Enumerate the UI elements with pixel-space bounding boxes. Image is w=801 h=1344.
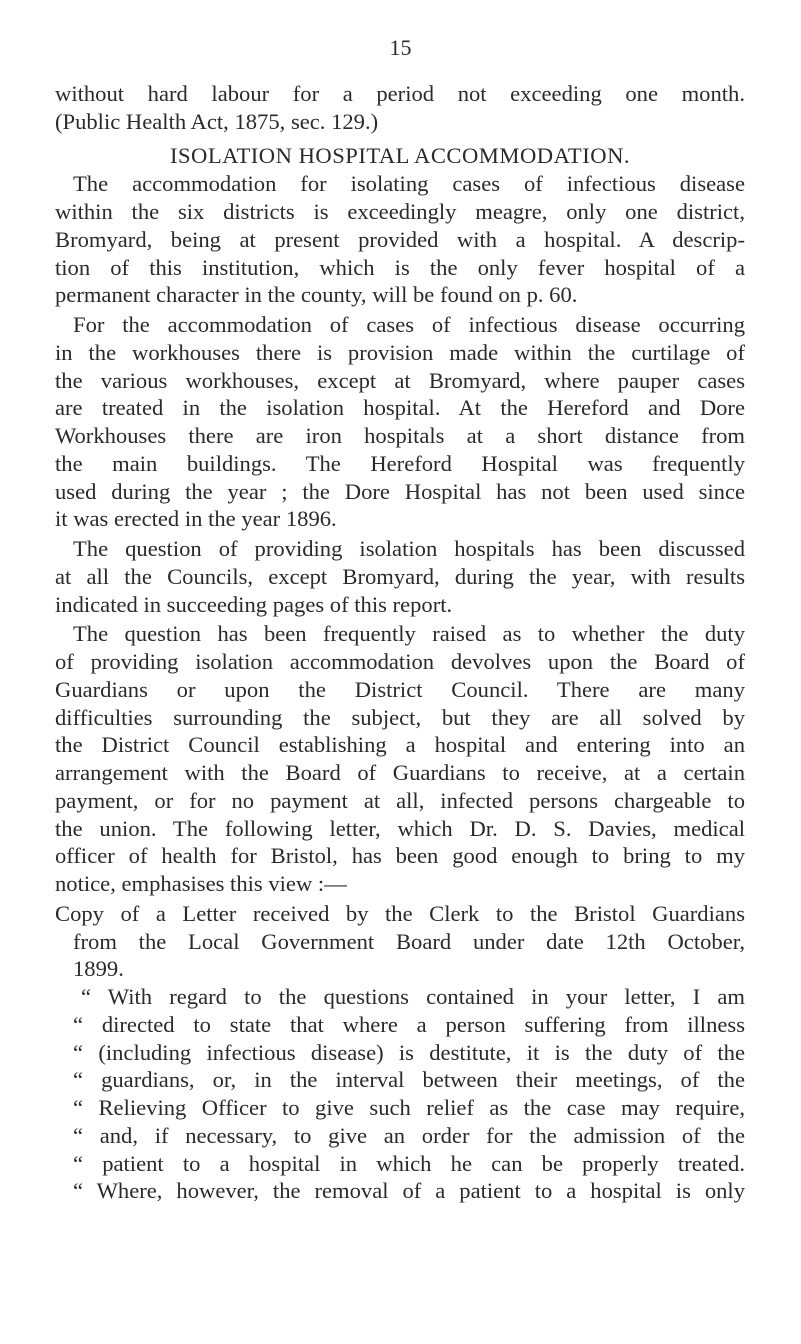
text-line: tion of this institution, which is the only fever hospital of a <box>55 254 745 280</box>
text-line: (Public Health Act, 1875, sec. 129.) <box>55 108 379 134</box>
text-line: of providing isolation accommodation devolves upon the Board of <box>55 649 745 674</box>
text-line: Bromyard, being at present provided with a hospital. A descrip- <box>55 226 745 252</box>
text-line: “ guardians, or, in the interval between their meetings, of the <box>73 1067 745 1093</box>
text-line: “ directed to state that where a person suffering from illness <box>73 1011 745 1037</box>
text-line: notice, emphasises this view :— <box>55 871 347 896</box>
text-line: difficulties surrounding the subject, but they are all solved by <box>55 704 745 730</box>
section-heading: ISOLATION HOSPITAL ACCOMMODATION. <box>169 142 631 168</box>
text-line: “ Relieving Officer to give such relief as the case may require, <box>73 1095 745 1120</box>
text-line: Workhouses there are iron hospitals at a short distance from <box>55 423 745 448</box>
text-line: For the accommodation of cases of infectious disease occurring <box>73 312 745 337</box>
text-line: within the six districts is exceedingly meagre, only one district, <box>55 199 745 224</box>
text-line: the union. The following letter, which Dr. D. S. Davies, medical <box>55 815 745 841</box>
text-line: 1899. <box>73 956 124 982</box>
text-line: permanent character in the county, will be found on p. 60. <box>55 282 578 308</box>
text-line: arrangement with the Board of Guardians to receive, at a certain <box>55 760 745 785</box>
text-line: “ patient to a hospital in which he can be properly treated. <box>73 1150 745 1176</box>
text-line: in the workhouses there is provision made within the curtilage of <box>55 339 745 365</box>
text-line: the main buildings. The Hereford Hospital was frequently <box>55 450 745 476</box>
page-number: 15 <box>389 35 412 60</box>
text-line: The question of providing isolation hospitals has been discussed <box>73 536 745 561</box>
text-line: indicated in succeeding pages of this report. <box>55 591 453 617</box>
text-line: payment, or for no payment at all, infected persons chargeable to <box>55 787 745 813</box>
text-line: “ and, if necessary, to give an order for the admission of the <box>73 1122 745 1148</box>
text-line: “ With regard to the questions contained in your letter, I am <box>81 984 745 1009</box>
text-line: officer of health for Bristol, has been good enough to bring to my <box>55 843 745 869</box>
text-line: it was erected in the year 1896. <box>55 506 337 532</box>
text-line: Copy of a Letter received by the Clerk to the Bristol Guardians <box>55 900 745 926</box>
text-line: are treated in the isolation hospital. At the Hereford and Dore <box>55 395 745 421</box>
text-line: used during the year ; the Dore Hospital has not been used since <box>55 478 745 504</box>
text-line: The accommodation for isolating cases of infectious disease <box>73 171 745 197</box>
text-line: without hard labour for a period not exceeding one month. <box>55 81 745 106</box>
text-line: The question has been frequently raised as to whether the duty <box>73 621 745 647</box>
text-line: at all the Councils, except Bromyard, during the year, with results <box>55 563 745 589</box>
text-line: “ Where, however, the removal of a patient to a hospital is only <box>73 1178 745 1204</box>
text-line: the various workhouses, except at Bromyard, where pauper cases <box>55 367 745 393</box>
body-text <box>55 80 745 1205</box>
text-line: the District Council establishing a hospital and entering into an <box>55 732 745 758</box>
text-line: “ (including infectious disease) is destitute, it is the duty of the <box>73 1039 745 1065</box>
text-line: from the Local Government Board under date 12th October, <box>73 928 745 954</box>
text-line: Guardians or upon the District Council. There are many <box>55 676 745 702</box>
